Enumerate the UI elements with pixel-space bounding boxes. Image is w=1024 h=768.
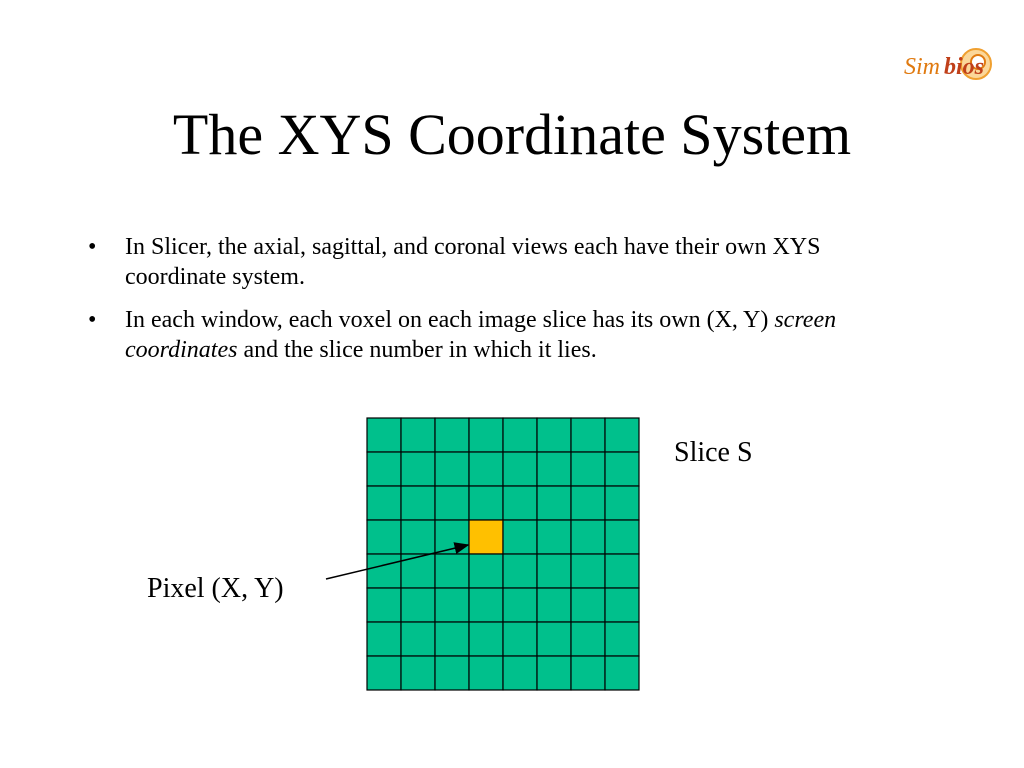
grid-cell xyxy=(605,418,639,452)
grid-cell xyxy=(605,452,639,486)
grid-cell xyxy=(503,588,537,622)
grid-cell xyxy=(435,418,469,452)
grid-cell xyxy=(503,656,537,690)
grid-cell xyxy=(367,622,401,656)
grid-cell xyxy=(537,486,571,520)
grid-cell xyxy=(537,622,571,656)
grid-cell xyxy=(537,554,571,588)
grid-cell xyxy=(435,622,469,656)
grid-cell xyxy=(571,588,605,622)
bullet-2-italic-text: screen coordinates xyxy=(125,307,837,363)
logo-text-sim: Sim xyxy=(904,54,940,80)
grid-cell xyxy=(571,554,605,588)
grid-cell xyxy=(435,452,469,486)
bullet-1-text: In Slicer, the axial, sagittal, and coronal views each have their own XYS coordinate system. xyxy=(125,234,821,290)
grid-cell xyxy=(401,520,435,554)
grid-cell xyxy=(401,622,435,656)
grid-cell xyxy=(435,486,469,520)
grid-cell xyxy=(571,418,605,452)
grid-cell xyxy=(367,588,401,622)
grid-cell xyxy=(469,486,503,520)
grid-cell xyxy=(469,588,503,622)
grid-cell xyxy=(469,418,503,452)
grid-cell xyxy=(367,486,401,520)
grid-cell xyxy=(503,452,537,486)
grid-cell xyxy=(367,452,401,486)
grid-cell xyxy=(605,486,639,520)
grid-cell xyxy=(571,622,605,656)
grid-cell xyxy=(401,656,435,690)
grid-cell xyxy=(503,622,537,656)
grid-cell xyxy=(469,554,503,588)
grid-cell xyxy=(503,520,537,554)
grid-cell xyxy=(605,520,639,554)
grid-cell xyxy=(537,418,571,452)
grid-cell xyxy=(605,588,639,622)
grid-cell xyxy=(571,486,605,520)
grid-cell xyxy=(367,554,401,588)
grid-cell xyxy=(367,656,401,690)
grid-cell xyxy=(537,452,571,486)
highlighted-pixel-cell xyxy=(469,520,503,554)
grid-cell xyxy=(605,622,639,656)
grid-cell xyxy=(537,656,571,690)
grid-cell xyxy=(503,554,537,588)
slice-grid xyxy=(367,418,639,690)
grid-cell xyxy=(571,656,605,690)
logo-text-bios: bios xyxy=(944,54,985,80)
grid-cell xyxy=(401,486,435,520)
grid-cell xyxy=(537,588,571,622)
grid-cell xyxy=(469,656,503,690)
grid-cell xyxy=(571,520,605,554)
slice-label: Slice S xyxy=(674,437,753,468)
grid-cell xyxy=(537,520,571,554)
slide-title: The XYS Coordinate System xyxy=(172,102,852,167)
grid-cell xyxy=(401,452,435,486)
grid-cell xyxy=(435,656,469,690)
grid-cell xyxy=(367,418,401,452)
pixel-label: Pixel (X, Y) xyxy=(147,573,284,604)
grid-cell xyxy=(469,452,503,486)
grid-cell xyxy=(469,622,503,656)
bullet-marker: • xyxy=(88,307,97,333)
grid-cell xyxy=(503,486,537,520)
grid-cell xyxy=(435,588,469,622)
grid-cell xyxy=(605,656,639,690)
bullet-marker: • xyxy=(88,234,97,260)
bullet-2-text-after: and the slice number in which it lies. xyxy=(237,337,597,363)
grid-cell xyxy=(401,418,435,452)
grid-cell xyxy=(503,418,537,452)
grid-cell xyxy=(367,520,401,554)
grid-cell xyxy=(571,452,605,486)
grid-cell xyxy=(605,554,639,588)
grid-cell xyxy=(435,554,469,588)
grid-cell xyxy=(401,588,435,622)
bullet-2-text-before: In each window, each voxel on each image slice has its own (X, Y) xyxy=(125,307,775,333)
